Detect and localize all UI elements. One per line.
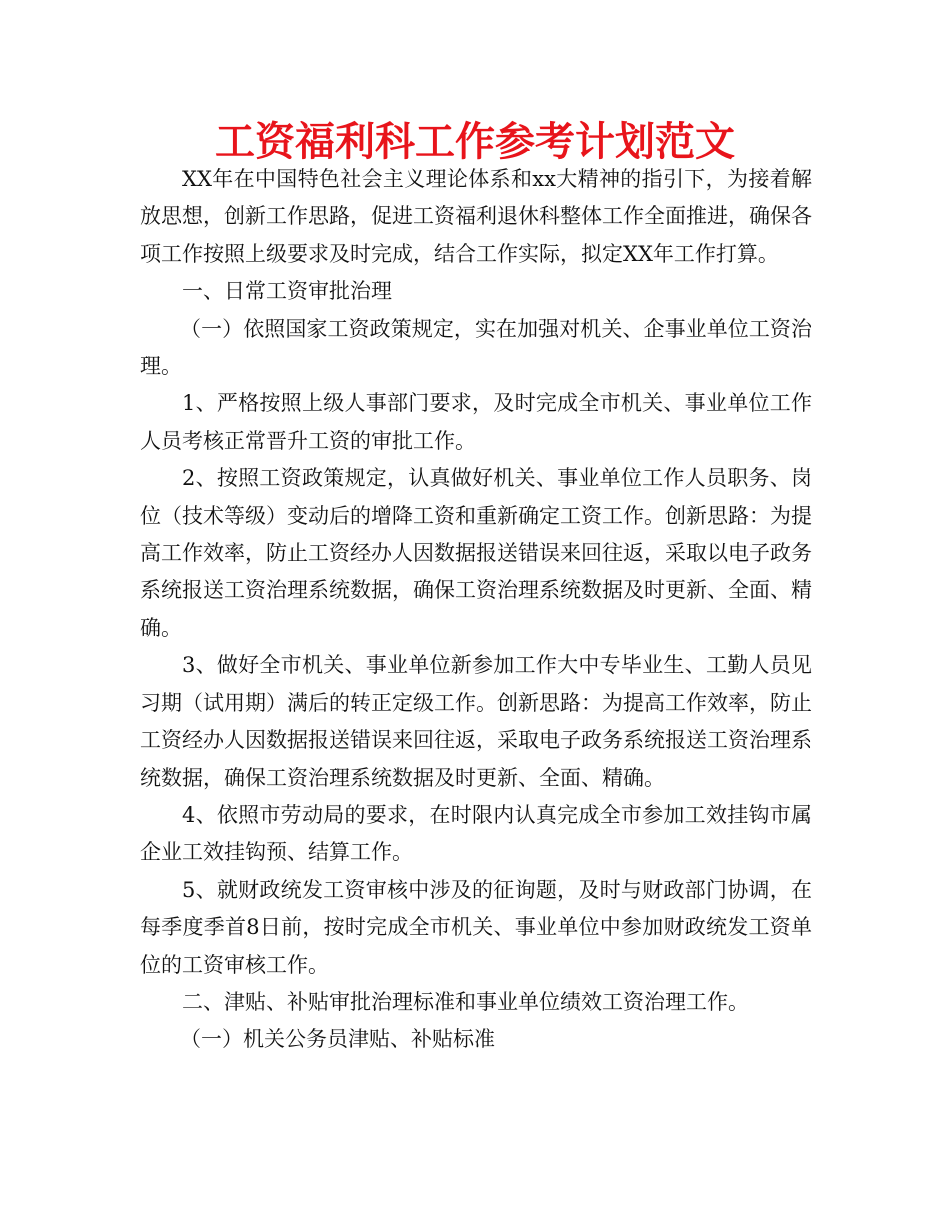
- list-item-3: 3、做好全市机关、事业单位新参加工作大中专毕业生、工勤人员见习期（试用期）满后的转正定级工作。创新思路：为提高工作效率，防止工资经办人因数据报送错误来回往返，采取电子政务系统报送工资治理系统数据，确保工资治理系统数据及时更新、全面、精确。: [140, 653, 812, 790]
- intro-paragraph: XX年在中国特色社会主义理论体系和xx大精神的指引下，为接着解放思想，创新工作思路，促进工资福利退休科整体工作全面推进，确保各项工作按照上级要求及时完成，结合工作实际，拟定XX年工作打算。: [140, 167, 812, 266]
- list-item-5: 5、就财政统发工资审核中涉及的征询题，及时与财政部门协调，在每季度季首8日前，按时完成全市机关、事业单位中参加财政统发工资单位的工资审核工作。: [140, 877, 812, 977]
- subsection-heading-1-1: （一）依照国家工资政策规定，实在加强对机关、企事业单位工资治理。: [140, 316, 812, 379]
- subsection-heading-2-1: （一）机关公务员津贴、补贴标准: [180, 1027, 495, 1052]
- list-item-2: 2、按照工资政策规定，认真做好机关、事业单位工作人员职务、岗位（技术等级）变动后的增降工资和重新确定工资工作。创新思路：为提高工作效率，防止工资经办人因数据报送错误来回往返，采取以电子政务系统报送工资治理系统数据，确保工资治理系统数据及时更新、全面、精确。: [140, 466, 812, 640]
- section-heading-1: 一、日常工资审批治理: [182, 279, 392, 304]
- document-body: [140, 161, 812, 1059]
- list-item-4: 4、依照市劳动局的要求，在时限内认真完成全市参加工效挂钩市属企业工效挂钩预、结算工作。: [140, 802, 812, 865]
- list-item-1: 1、严格按照上级人事部门要求，及时完成全市机关、事业单位工作人员考核正常晋升工资的审批工作。: [140, 391, 812, 453]
- document-title: 工资福利科工作参考计划范文: [215, 119, 735, 165]
- section-heading-2: 二、津贴、补贴审批治理标准和事业单位绩效工资治理工作。: [182, 989, 749, 1014]
